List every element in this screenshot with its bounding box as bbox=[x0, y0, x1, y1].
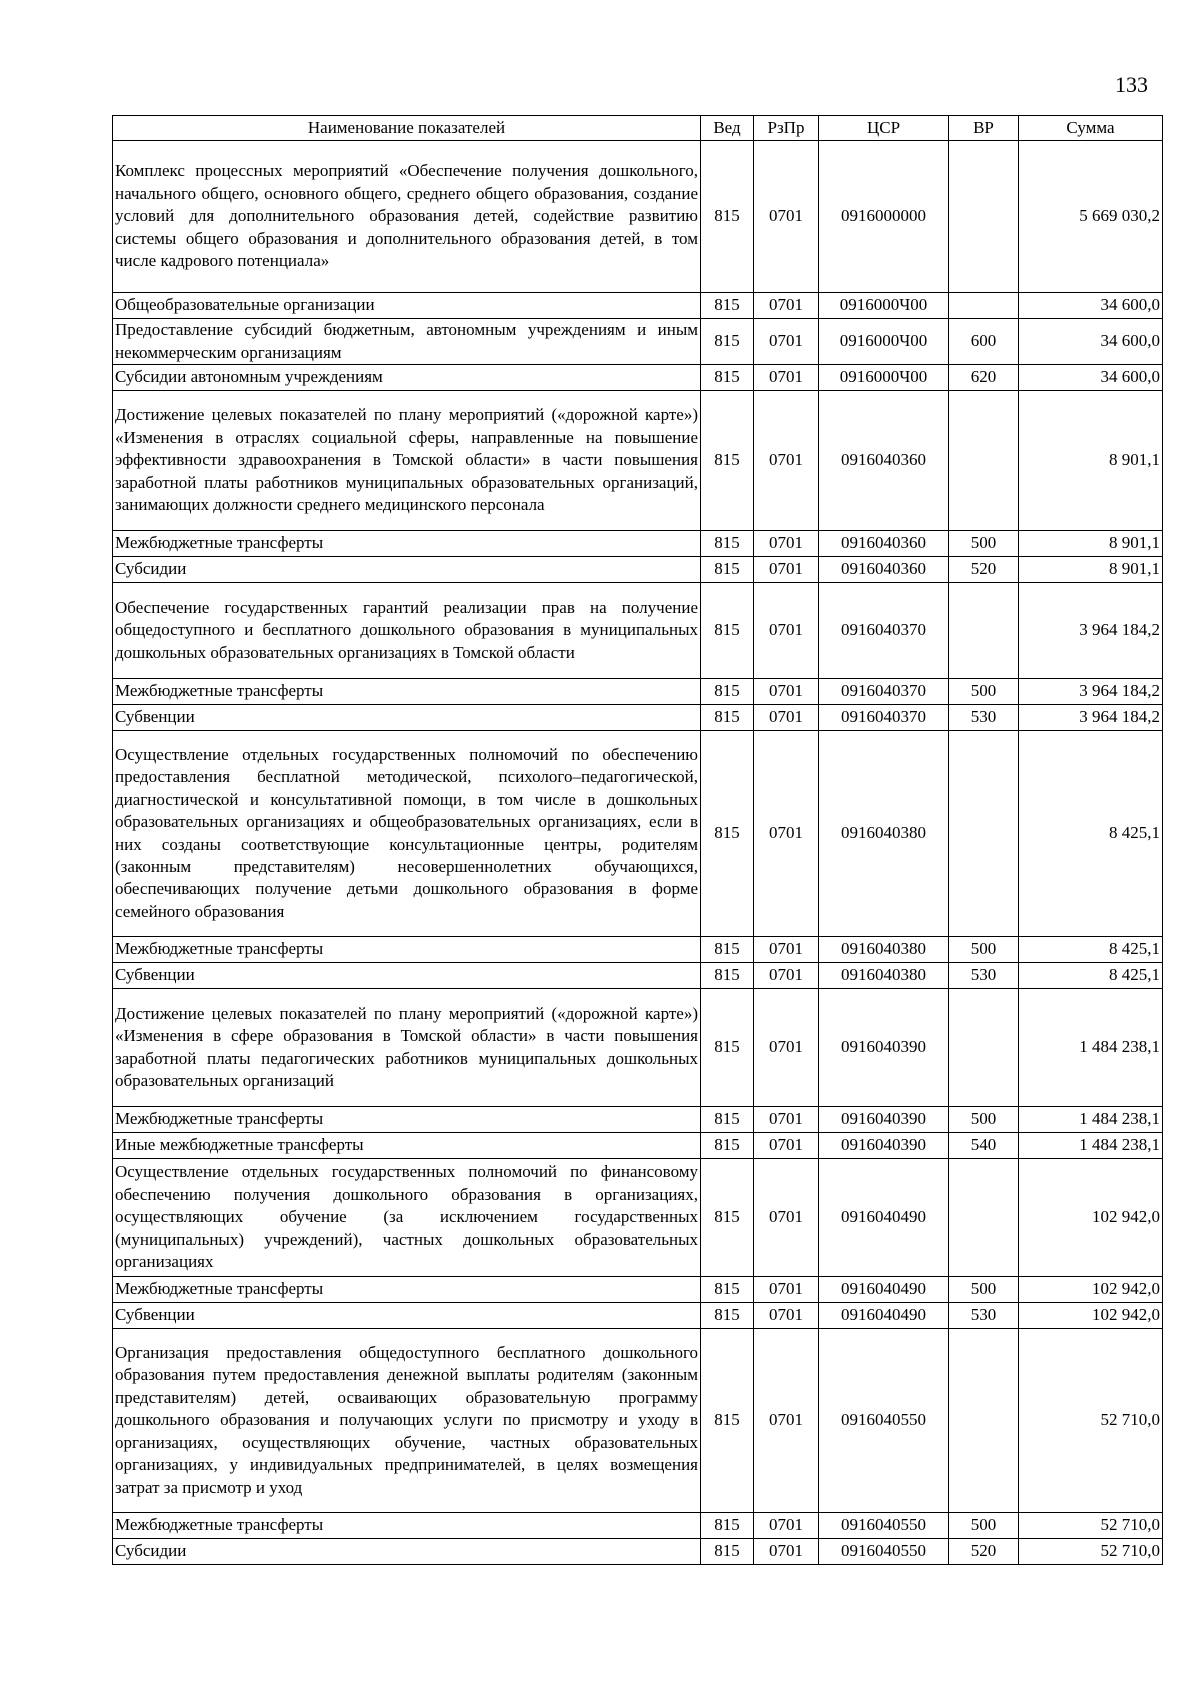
row-vr: 500 bbox=[949, 1107, 1019, 1133]
row-csr: 0916040390 bbox=[819, 1133, 949, 1159]
row-csr: 0916040380 bbox=[819, 937, 949, 963]
row-vr: 520 bbox=[949, 557, 1019, 583]
table-row bbox=[113, 1303, 1163, 1329]
row-csr: 0916000Ч00 bbox=[819, 319, 949, 365]
row-csr: 0916040360 bbox=[819, 557, 949, 583]
table-row bbox=[113, 531, 1163, 557]
row-sum: 8 901,1 bbox=[1019, 531, 1163, 557]
header-name: Наименование показателей bbox=[113, 116, 701, 141]
row-sum: 34 600,0 bbox=[1019, 293, 1163, 319]
row-csr: 0916040550 bbox=[819, 1539, 949, 1565]
row-name: Межбюджетные трансферты bbox=[113, 679, 701, 705]
row-ved: 815 bbox=[701, 293, 754, 319]
row-vr bbox=[949, 391, 1019, 531]
row-csr: 0916040390 bbox=[819, 989, 949, 1107]
row-ved: 815 bbox=[701, 1277, 754, 1303]
row-ved: 815 bbox=[701, 1107, 754, 1133]
table-row bbox=[113, 1277, 1163, 1303]
row-sum: 1 484 238,1 bbox=[1019, 989, 1163, 1107]
row-csr: 0916040360 bbox=[819, 531, 949, 557]
table-row bbox=[113, 365, 1163, 391]
row-vr: 500 bbox=[949, 1513, 1019, 1539]
table-header-row bbox=[113, 116, 1163, 141]
table-row bbox=[113, 963, 1163, 989]
row-sum: 8 425,1 bbox=[1019, 937, 1163, 963]
row-rzpr: 0701 bbox=[754, 557, 819, 583]
row-ved: 815 bbox=[701, 319, 754, 365]
row-name: Достижение целевых показателей по плану мероприятий («дорожной карте») «Изменения в отраслях социальной сферы, направленные на повышение эффективности здравоохранения в Томской области» в части повышения заработной платы работников муниципальных образовательных организаций, занимающих должности среднего медицинского персонала bbox=[113, 391, 701, 531]
row-csr: 0916040370 bbox=[819, 679, 949, 705]
row-name: Иные межбюджетные трансферты bbox=[113, 1133, 701, 1159]
table-row bbox=[113, 391, 1163, 531]
budget-table bbox=[112, 115, 1163, 1565]
header-vr: ВР bbox=[949, 116, 1019, 141]
row-name: Комплекс процессных мероприятий «Обеспечение получения дошкольного, начального общего, основного общего, среднего общего образования, создание условий для дополнительного образования детей, содействие развитию системы общего образования и дополнительного образования детей, в том числе кадрового потенциала» bbox=[113, 141, 701, 293]
row-sum: 102 942,0 bbox=[1019, 1159, 1163, 1277]
row-csr: 0916040490 bbox=[819, 1277, 949, 1303]
row-ved: 815 bbox=[701, 1539, 754, 1565]
row-rzpr: 0701 bbox=[754, 391, 819, 531]
row-name: Осуществление отдельных государственных полномочий по финансовому обеспечению получения дошкольного образования в организациях, осуществляющих обучение (за исключением государственных (муниципальных) учреждений), частных дошкольных образовательных организациях bbox=[113, 1159, 701, 1277]
row-sum: 1 484 238,1 bbox=[1019, 1107, 1163, 1133]
header-csr: ЦСР bbox=[819, 116, 949, 141]
row-name: Достижение целевых показателей по плану мероприятий («дорожной карте») «Изменения в сфере образования в Томской области» в части повышения заработной платы педагогических работников муниципальных дошкольных образовательных организаций bbox=[113, 989, 701, 1107]
row-ved: 815 bbox=[701, 1513, 754, 1539]
row-rzpr: 0701 bbox=[754, 1539, 819, 1565]
row-sum: 5 669 030,2 bbox=[1019, 141, 1163, 293]
row-ved: 815 bbox=[701, 141, 754, 293]
row-rzpr: 0701 bbox=[754, 1277, 819, 1303]
row-vr: 520 bbox=[949, 1539, 1019, 1565]
row-sum: 3 964 184,2 bbox=[1019, 705, 1163, 731]
row-name: Межбюджетные трансферты bbox=[113, 1107, 701, 1133]
row-rzpr: 0701 bbox=[754, 937, 819, 963]
row-name: Субвенции bbox=[113, 705, 701, 731]
header-sum: Сумма bbox=[1019, 116, 1163, 141]
row-csr: 0916040370 bbox=[819, 705, 949, 731]
row-rzpr: 0701 bbox=[754, 963, 819, 989]
row-sum: 34 600,0 bbox=[1019, 319, 1163, 365]
row-csr: 0916000Ч00 bbox=[819, 365, 949, 391]
row-csr: 0916000000 bbox=[819, 141, 949, 293]
row-name: Субсидии bbox=[113, 557, 701, 583]
row-name: Межбюджетные трансферты bbox=[113, 937, 701, 963]
row-rzpr: 0701 bbox=[754, 679, 819, 705]
row-rzpr: 0701 bbox=[754, 1329, 819, 1513]
row-ved: 815 bbox=[701, 557, 754, 583]
row-ved: 815 bbox=[701, 1303, 754, 1329]
row-sum: 3 964 184,2 bbox=[1019, 583, 1163, 679]
table-row bbox=[113, 319, 1163, 365]
row-vr: 500 bbox=[949, 937, 1019, 963]
row-vr bbox=[949, 989, 1019, 1107]
row-rzpr: 0701 bbox=[754, 989, 819, 1107]
row-rzpr: 0701 bbox=[754, 1159, 819, 1277]
row-rzpr: 0701 bbox=[754, 1303, 819, 1329]
row-ved: 815 bbox=[701, 1329, 754, 1513]
row-vr bbox=[949, 1329, 1019, 1513]
row-rzpr: 0701 bbox=[754, 705, 819, 731]
row-csr: 0916040380 bbox=[819, 963, 949, 989]
row-name: Осуществление отдельных государственных полномочий по обеспечению предоставления бесплатной методической, психолого–педагогической, диагностической и консультативной помощи, в том числе в дошкольных образовательных организациях и общеобразовательных организациях, если в них созданы соответствующие консультационные центры, родителям (законным представителям) несовершеннолетних обучающихся, обеспечивающих получение детьми дошкольного образования в форме семейного образования bbox=[113, 731, 701, 937]
row-name: Межбюджетные трансферты bbox=[113, 531, 701, 557]
table-row bbox=[113, 937, 1163, 963]
row-vr: 500 bbox=[949, 1277, 1019, 1303]
row-rzpr: 0701 bbox=[754, 1133, 819, 1159]
row-vr bbox=[949, 293, 1019, 319]
header-rzpr: РзПр bbox=[754, 116, 819, 141]
row-vr bbox=[949, 583, 1019, 679]
row-sum: 1 484 238,1 bbox=[1019, 1133, 1163, 1159]
row-name: Субвенции bbox=[113, 963, 701, 989]
row-csr: 0916040550 bbox=[819, 1513, 949, 1539]
row-sum: 52 710,0 bbox=[1019, 1329, 1163, 1513]
row-ved: 815 bbox=[701, 705, 754, 731]
row-name: Предоставление субсидий бюджетным, автономным учреждениям и иным некоммерческим организациям bbox=[113, 319, 701, 365]
row-sum: 8 901,1 bbox=[1019, 391, 1163, 531]
table-row bbox=[113, 557, 1163, 583]
row-ved: 815 bbox=[701, 391, 754, 531]
row-ved: 815 bbox=[701, 365, 754, 391]
table-row bbox=[113, 141, 1163, 293]
row-csr: 0916040360 bbox=[819, 391, 949, 531]
row-name: Субвенции bbox=[113, 1303, 701, 1329]
table-row bbox=[113, 705, 1163, 731]
row-name: Организация предоставления общедоступного бесплатного дошкольного образования путем предоставления денежной выплаты родителям (законным представителям) детей, осваивающих образовательную программу дошкольного образования и получающих услуги по присмотру и уходу в организациях, осуществляющих обучение, частных образовательных организациях, у индивидуальных предпринимателей, в целях возмещения затрат за присмотр и уход bbox=[113, 1329, 701, 1513]
row-vr: 620 bbox=[949, 365, 1019, 391]
row-rzpr: 0701 bbox=[754, 583, 819, 679]
row-ved: 815 bbox=[701, 1159, 754, 1277]
row-vr: 530 bbox=[949, 1303, 1019, 1329]
row-name: Обеспечение государственных гарантий реализации прав на получение общедоступного и бесплатного дошкольного образования в муниципальных дошкольных образовательных организациях в Томской области bbox=[113, 583, 701, 679]
row-sum: 52 710,0 bbox=[1019, 1513, 1163, 1539]
row-vr: 500 bbox=[949, 679, 1019, 705]
row-rzpr: 0701 bbox=[754, 1513, 819, 1539]
row-sum: 102 942,0 bbox=[1019, 1277, 1163, 1303]
row-ved: 815 bbox=[701, 531, 754, 557]
row-vr: 600 bbox=[949, 319, 1019, 365]
row-csr: 0916040390 bbox=[819, 1107, 949, 1133]
row-sum: 8 425,1 bbox=[1019, 731, 1163, 937]
row-name: Субсидии bbox=[113, 1539, 701, 1565]
row-sum: 3 964 184,2 bbox=[1019, 679, 1163, 705]
row-rzpr: 0701 bbox=[754, 365, 819, 391]
table-row bbox=[113, 583, 1163, 679]
table-row bbox=[113, 989, 1163, 1107]
table-row bbox=[113, 1107, 1163, 1133]
row-ved: 815 bbox=[701, 583, 754, 679]
row-ved: 815 bbox=[701, 963, 754, 989]
row-ved: 815 bbox=[701, 679, 754, 705]
row-csr: 0916040550 bbox=[819, 1329, 949, 1513]
row-rzpr: 0701 bbox=[754, 293, 819, 319]
row-ved: 815 bbox=[701, 1133, 754, 1159]
row-vr: 540 bbox=[949, 1133, 1019, 1159]
table-row bbox=[113, 1513, 1163, 1539]
row-sum: 8 901,1 bbox=[1019, 557, 1163, 583]
table-row bbox=[113, 293, 1163, 319]
row-sum: 34 600,0 bbox=[1019, 365, 1163, 391]
row-ved: 815 bbox=[701, 731, 754, 937]
table-row bbox=[113, 1539, 1163, 1565]
row-vr: 500 bbox=[949, 531, 1019, 557]
row-vr bbox=[949, 1159, 1019, 1277]
table-row bbox=[113, 679, 1163, 705]
row-vr bbox=[949, 731, 1019, 937]
row-name: Межбюджетные трансферты bbox=[113, 1513, 701, 1539]
row-sum: 8 425,1 bbox=[1019, 963, 1163, 989]
header-ved: Вед bbox=[701, 116, 754, 141]
row-csr: 0916000Ч00 bbox=[819, 293, 949, 319]
row-vr: 530 bbox=[949, 963, 1019, 989]
row-rzpr: 0701 bbox=[754, 141, 819, 293]
table-row bbox=[113, 731, 1163, 937]
table-row bbox=[113, 1133, 1163, 1159]
row-rzpr: 0701 bbox=[754, 319, 819, 365]
row-csr: 0916040490 bbox=[819, 1303, 949, 1329]
row-vr bbox=[949, 141, 1019, 293]
row-rzpr: 0701 bbox=[754, 731, 819, 937]
row-vr: 530 bbox=[949, 705, 1019, 731]
table-row bbox=[113, 1159, 1163, 1277]
row-csr: 0916040380 bbox=[819, 731, 949, 937]
row-rzpr: 0701 bbox=[754, 531, 819, 557]
row-ved: 815 bbox=[701, 937, 754, 963]
row-csr: 0916040490 bbox=[819, 1159, 949, 1277]
row-sum: 102 942,0 bbox=[1019, 1303, 1163, 1329]
row-ved: 815 bbox=[701, 989, 754, 1107]
row-rzpr: 0701 bbox=[754, 1107, 819, 1133]
page-number: 133 bbox=[1115, 72, 1148, 97]
row-name: Субсидии автономным учреждениям bbox=[113, 365, 701, 391]
row-sum: 52 710,0 bbox=[1019, 1539, 1163, 1565]
row-csr: 0916040370 bbox=[819, 583, 949, 679]
table-row bbox=[113, 1329, 1163, 1513]
table-body bbox=[113, 141, 1163, 1565]
row-name: Общеобразовательные организации bbox=[113, 293, 701, 319]
row-name: Межбюджетные трансферты bbox=[113, 1277, 701, 1303]
